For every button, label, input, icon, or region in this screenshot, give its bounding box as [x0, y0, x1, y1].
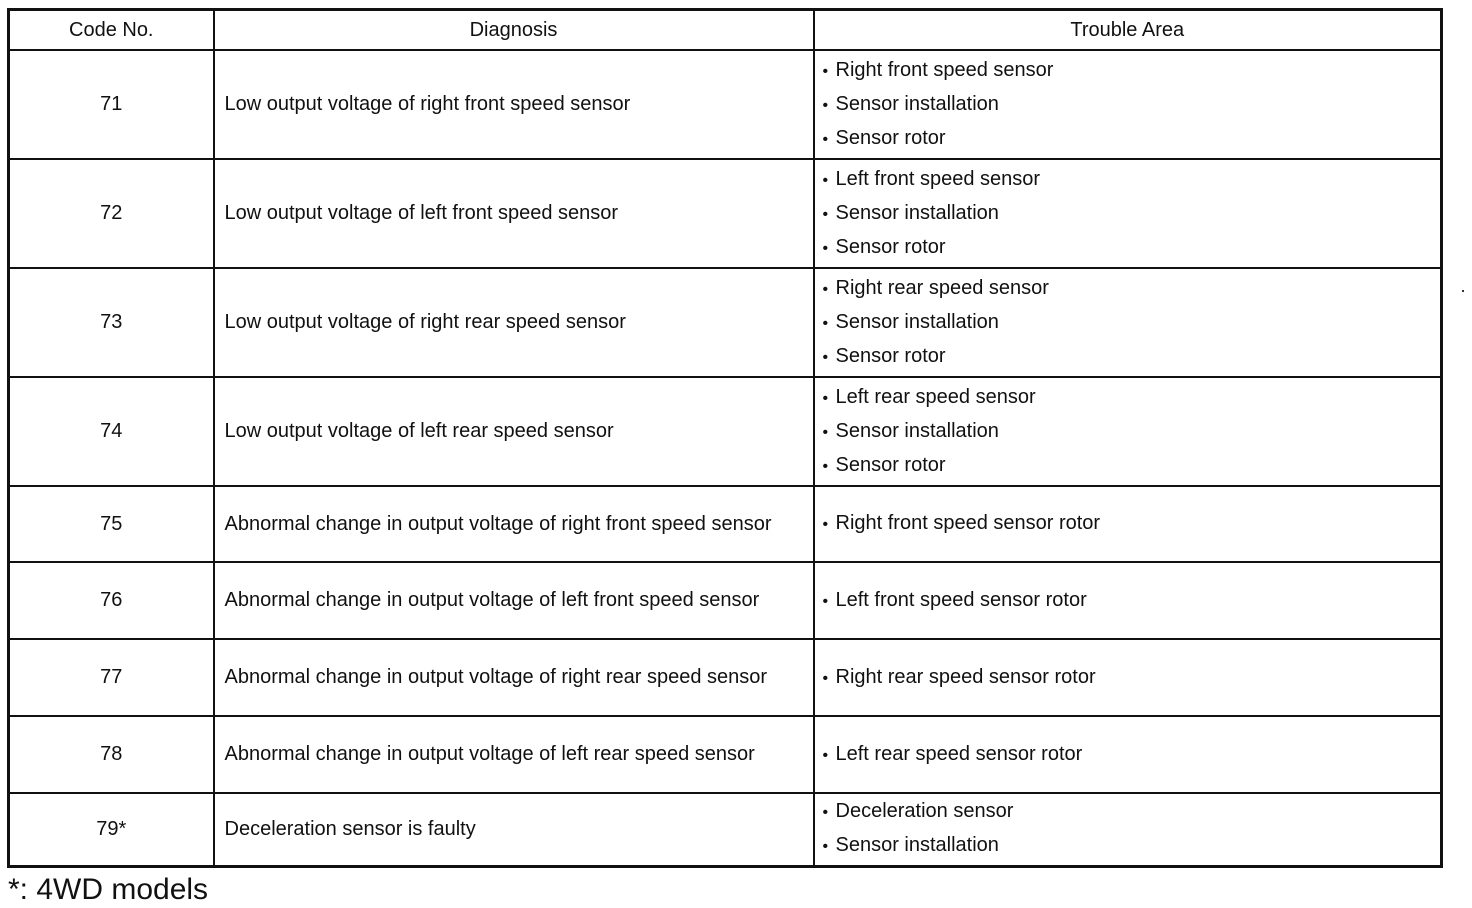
- code-cell: 79*: [9, 793, 214, 866]
- trouble-area-cell: [814, 377, 1442, 486]
- trouble-area-item: • Right rear speed sensor rotor: [823, 661, 1441, 695]
- diagnostic-code-table: [7, 8, 1443, 868]
- table-row: [9, 639, 1442, 716]
- trouble-area-item: • Right rear speed sensor: [823, 272, 1441, 306]
- trouble-area-cell: [814, 486, 1442, 562]
- header-diagnosis: Diagnosis: [214, 10, 814, 51]
- table-row: [9, 486, 1442, 562]
- trouble-area-item: • Sensor rotor: [823, 122, 1441, 156]
- diagnosis-cell: Low output voltage of right front speed sensor: [214, 50, 814, 159]
- diagnosis-cell: Low output voltage of right rear speed sensor: [214, 268, 814, 377]
- trouble-area-item: • Left rear speed sensor rotor: [823, 738, 1441, 772]
- table-row: [9, 716, 1442, 793]
- trouble-area-cell: [814, 50, 1442, 159]
- diagnosis-cell: Abnormal change in output voltage of right rear speed sensor: [214, 639, 814, 716]
- trouble-area-item: • Sensor rotor: [823, 340, 1441, 374]
- trouble-area-item: • Right front speed sensor: [823, 54, 1441, 88]
- code-cell: 71: [9, 50, 214, 159]
- table-header-row: [9, 10, 1442, 51]
- code-cell: 78: [9, 716, 214, 793]
- header-code-no: Code No.: [9, 10, 214, 51]
- code-cell: 72: [9, 159, 214, 268]
- trouble-area-item: • Sensor installation: [823, 829, 1441, 863]
- diagnosis-cell: Low output voltage of left rear speed sensor: [214, 377, 814, 486]
- trouble-area-cell: [814, 562, 1442, 639]
- trouble-area-item: • Sensor installation: [823, 88, 1441, 122]
- trouble-area-item: • Deceleration sensor: [823, 795, 1441, 829]
- trouble-area-item: • Right front speed sensor rotor: [823, 507, 1441, 541]
- trouble-area-item: • Sensor rotor: [823, 449, 1441, 483]
- trouble-area-cell: [814, 268, 1442, 377]
- header-trouble-area: Trouble Area: [814, 10, 1442, 51]
- table-row: [9, 377, 1442, 486]
- scan-speck: [1462, 290, 1464, 292]
- table-row: [9, 159, 1442, 268]
- trouble-area-item: • Left front speed sensor: [823, 163, 1441, 197]
- diagnosis-cell: Abnormal change in output voltage of left rear speed sensor: [214, 716, 814, 793]
- table-row: [9, 793, 1442, 866]
- trouble-area-item: • Left rear speed sensor: [823, 381, 1441, 415]
- trouble-area-cell: [814, 793, 1442, 866]
- diagnosis-cell: Abnormal change in output voltage of right front speed sensor: [214, 486, 814, 562]
- diagnosis-cell: Deceleration sensor is faulty: [214, 793, 814, 866]
- code-cell: 76: [9, 562, 214, 639]
- table-row: [9, 562, 1442, 639]
- trouble-area-item: • Left front speed sensor rotor: [823, 584, 1441, 618]
- trouble-area-cell: [814, 639, 1442, 716]
- trouble-area-item: • Sensor installation: [823, 197, 1441, 231]
- code-cell: 73: [9, 268, 214, 377]
- code-cell: 75: [9, 486, 214, 562]
- diagnosis-cell: Low output voltage of left front speed sensor: [214, 159, 814, 268]
- trouble-area-item: • Sensor installation: [823, 415, 1441, 449]
- diagnosis-cell: Abnormal change in output voltage of left front speed sensor: [214, 562, 814, 639]
- footnote: *: 4WD models: [8, 873, 209, 906]
- trouble-area-cell: [814, 159, 1442, 268]
- code-cell: 74: [9, 377, 214, 486]
- trouble-area-item: • Sensor rotor: [823, 231, 1441, 265]
- code-cell: 77: [9, 639, 214, 716]
- table-row: [9, 268, 1442, 377]
- trouble-area-cell: [814, 716, 1442, 793]
- trouble-area-item: • Sensor installation: [823, 306, 1441, 340]
- table-row: [9, 50, 1442, 159]
